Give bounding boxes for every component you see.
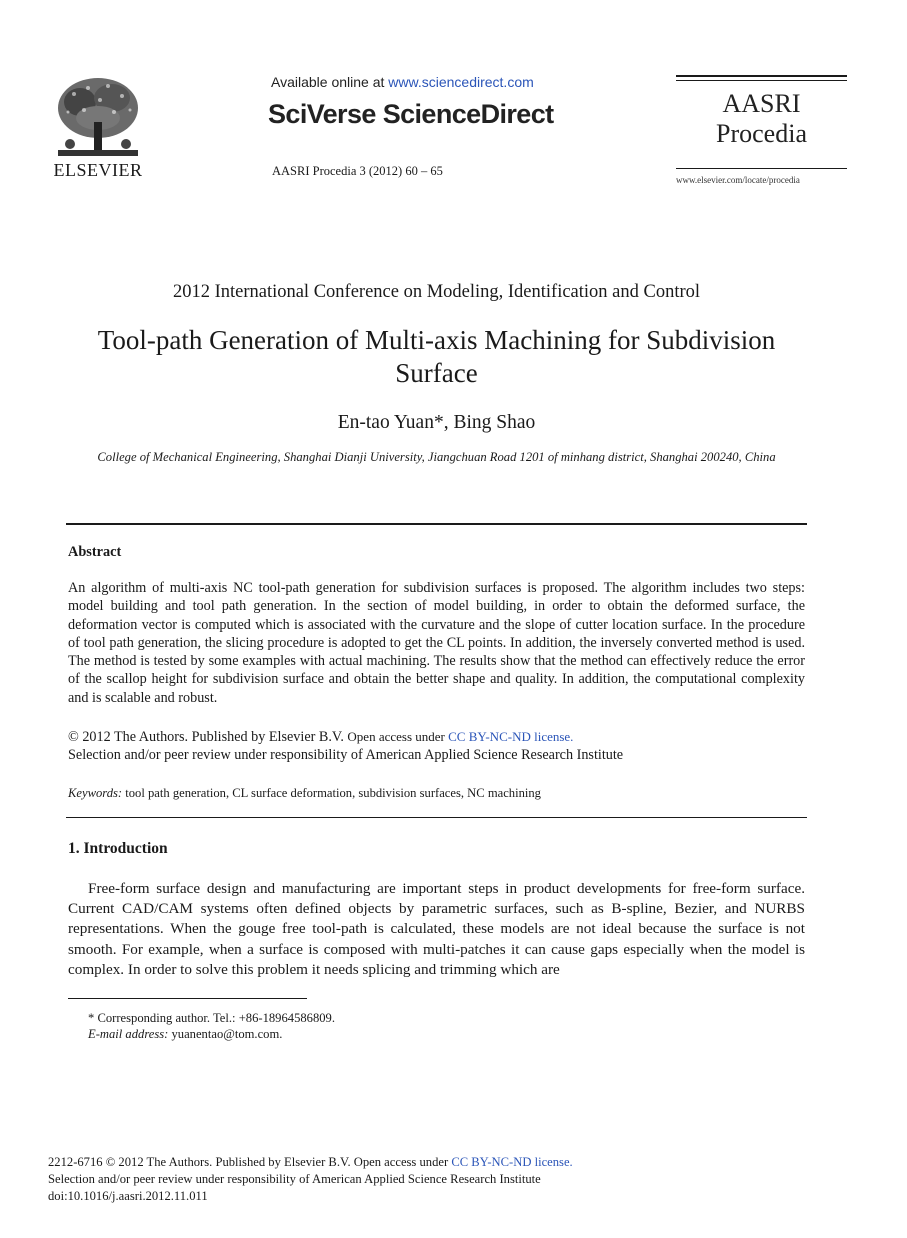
journal-name-line2: Procedia bbox=[716, 119, 807, 148]
conference-name: 2012 International Conference on Modeling, Identification and Control bbox=[172, 282, 701, 302]
paper-title-line2: Surface bbox=[395, 358, 478, 388]
footer-license-link[interactable]: CC BY-NC-ND license. bbox=[451, 1155, 573, 1169]
abstract-license-link[interactable]: CC BY-NC-ND license. bbox=[448, 729, 574, 744]
available-online-prefix: Available online at bbox=[271, 74, 389, 90]
footnote-email-label: E-mail address: bbox=[88, 1027, 169, 1041]
abstract-copyright-prefix: © 2012 The Authors. Published by Elsevier B.V. bbox=[68, 729, 348, 745]
journal-url[interactable]: www.elsevier.com/locate/procedia bbox=[676, 175, 800, 185]
platform-name: SciVerse ScienceDirect bbox=[268, 99, 554, 129]
elsevier-tree-icon bbox=[50, 74, 146, 160]
introduction-heading: 1. Introduction bbox=[68, 840, 168, 857]
footnote-corresponding: * Corresponding author. Tel.: +86-18964586809. bbox=[88, 1011, 335, 1025]
paper-title bbox=[0, 324, 873, 390]
abstract-heading: Abstract bbox=[68, 544, 122, 560]
footer-issn-prefix: 2212-6716 © 2012 The Authors. Published by Elsevier B.V. bbox=[48, 1155, 354, 1169]
keywords bbox=[68, 785, 805, 801]
footnote-email-value[interactable]: yuanentao@tom.com. bbox=[168, 1027, 283, 1041]
journal-citation: AASRI Procedia 3 (2012) 60 – 65 bbox=[272, 164, 443, 178]
footnote-rule bbox=[68, 998, 307, 999]
authors: En-tao Yuan*, Bing Shao bbox=[337, 412, 536, 433]
journal-box-bottom-rule bbox=[676, 168, 847, 169]
keywords-label: Keywords: bbox=[68, 786, 123, 800]
paper-title-line1: Tool-path Generation of Multi-axis Machining for Subdivision bbox=[97, 325, 776, 355]
footer-doi: doi:10.1016/j.aasri.2012.11.011 bbox=[48, 1189, 208, 1203]
introduction-text: Free-form surface design and manufacturing are important steps in product developments for free-form surface. Current CAD/CAM systems often defined objects by parametric surfaces, such as B-spline, Bezier, and NURBS representations. When the gouge free tool-path is calculated, these models are not ideal because the surface is not smooth. For example, when a surface is composed with multi-patches it can cause gaps especially when the model is complex. In order to solve this problem it needs splicing and trimming which are bbox=[68, 880, 805, 978]
footnote-email bbox=[88, 1026, 282, 1042]
journal-name bbox=[676, 89, 847, 149]
affiliation: College of Mechanical Engineering, Shanghai Dianji University, Jiangchuan Road 1201 of minhang district, Shanghai 200240, China bbox=[97, 450, 776, 464]
abstract-top-rule bbox=[66, 523, 807, 525]
abstract-open-access: Open access under bbox=[347, 729, 449, 744]
sciencedirect-link[interactable]: www.sciencedirect.com bbox=[388, 74, 534, 90]
journal-box-top-rule bbox=[676, 75, 847, 77]
publisher-logo-text: ELSEVIER bbox=[53, 160, 143, 180]
keywords-text: tool path generation, CL surface deformation, subdivision surfaces, NC machining bbox=[122, 786, 541, 800]
footer-open-access: Open access under bbox=[353, 1155, 452, 1169]
footer-review: Selection and/or peer review under responsibility of American Applied Science Research Institute bbox=[48, 1172, 541, 1186]
abstract-text: An algorithm of multi-axis NC tool-path generation for subdivision surfaces is proposed. The algorithm includes two steps: model building and tool path generation. In the section of model building, in order to obtain the deformed surface, the deformation vector is computed which is associated with the curvature and the slope of cutter location surface. In the procedure of tool path generation, the slicing procedure is adopted to get the CL points. In addition, the inversely converted method is used. The method is tested by some examples with actual machining. The results show that the method can effectively reduce the error of the scallop height for subdivision surface and obtain the better shape and quality. In addition, the computational complexity and is scalable and robust. bbox=[68, 580, 805, 706]
available-online bbox=[271, 73, 534, 91]
footer-issn bbox=[48, 1154, 573, 1170]
abstract-bottom-rule bbox=[66, 817, 807, 818]
abstract-copyright bbox=[68, 728, 805, 746]
elsevier-logo bbox=[50, 74, 146, 178]
abstract-review: Selection and/or peer review under responsibility of American Applied Science Research Institute bbox=[68, 747, 624, 763]
journal-box-top-rule-thin bbox=[676, 80, 847, 81]
journal-name-line1: AASRI bbox=[722, 89, 801, 118]
